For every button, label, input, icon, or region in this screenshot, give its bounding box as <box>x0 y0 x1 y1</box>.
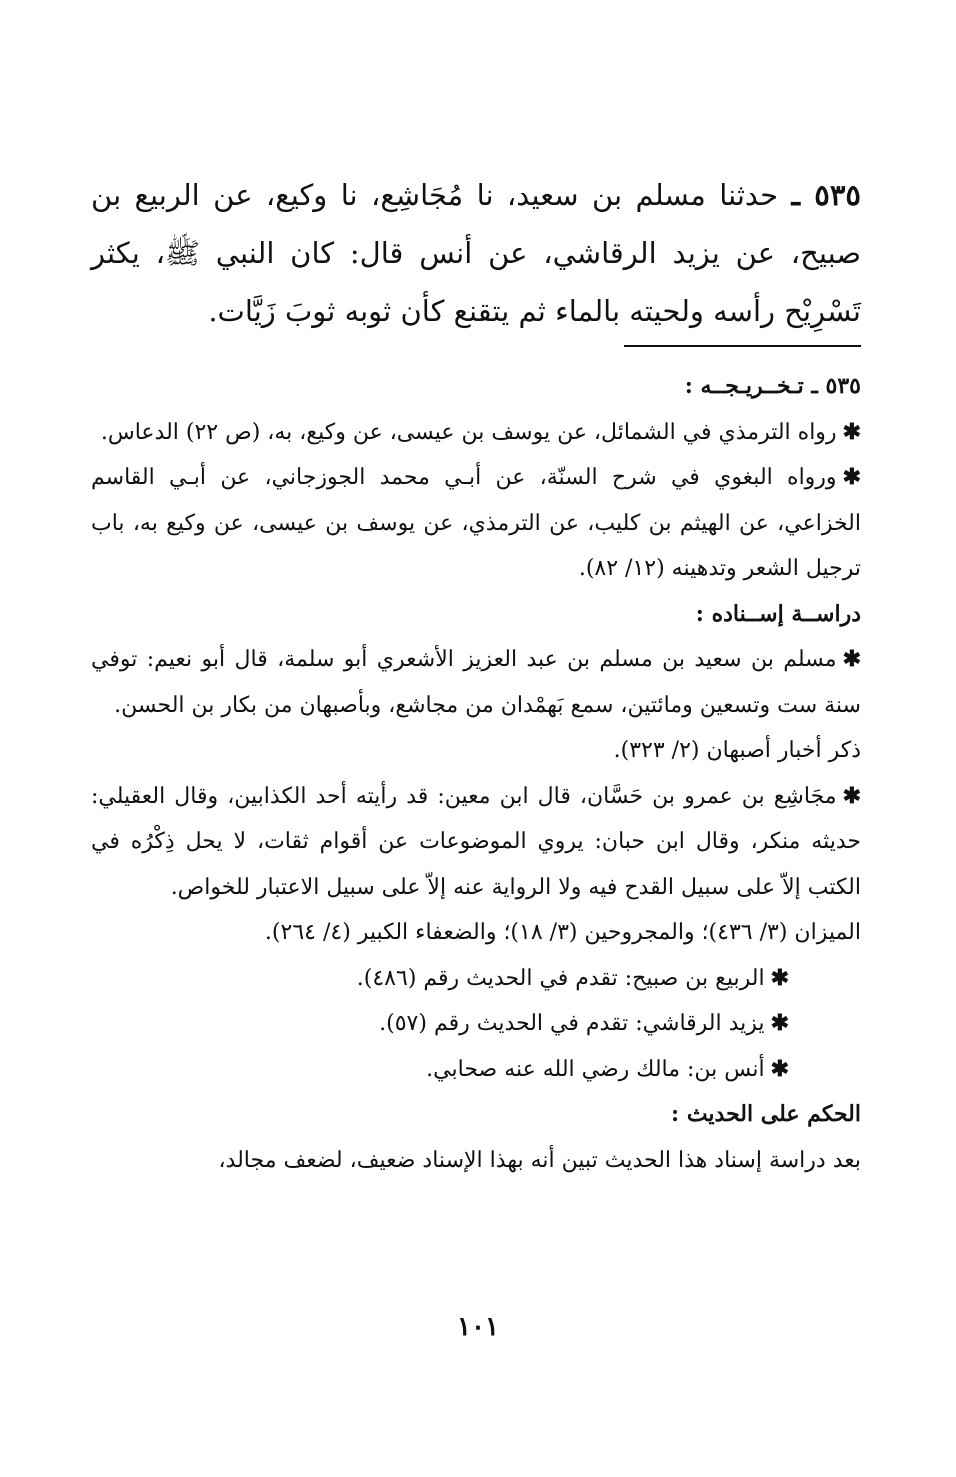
hadith-number: ٥٣٥ ـ <box>791 178 862 212</box>
narrator-reference: ذكر أخبار أصبهان (٢/ ٣٢٣). <box>613 738 861 763</box>
bullet-star-icon: ✱ <box>842 418 861 445</box>
page-number: ١٠١ <box>457 1312 499 1342</box>
bullet-star-icon: ✱ <box>770 1010 789 1036</box>
bullet-star-icon: ✱ <box>770 964 789 991</box>
hukm-heading: الحكم على الحديث : <box>671 1101 861 1127</box>
bullet-star-icon: ✱ <box>842 464 861 490</box>
hadith-body: حدثنا مسلم بن سعيد، نا مُجَاشِع، نا وكيع، عن الربيع بن صبيح، عن يزيد الرقاشي، عن أنس قال: كان النبي ﷺ، يكثر تَسْرِيْح رأسه ولحيته بالماء ثم يتقنع كأن ثوبه ثوبَ زَيَّات. <box>91 178 861 328</box>
narrator-entry: ✱يزيد الرقاشي: تقدم في الحديث رقم (٥٧). <box>379 1010 789 1036</box>
bullet-star-icon: ✱ <box>842 646 861 672</box>
narrator-entry: ✱الربيع بن صبيح: تقدم في الحديث رقم (٤٨٦). <box>356 964 789 991</box>
bullet-star-icon: ✱ <box>842 782 861 809</box>
narrator-entry: ✱مجَاشِع بن عمرو بن حَسَّان، قال ابن معين: قد رأيته أحد الكذابين، وقال العقيلي: حديثه منكر، وقال ابن حبان: يروي الموضوعات عن أقوام ثقات، لا يحل ذِكْرُه في الكتب إلاّ على سبيل القدح فيه ولا الرواية عنه إلاّ على سبيل الاعتبار للخواص. <box>91 782 861 900</box>
narrator-entry: ✱أنس بن: مالك رضي الله عنه صحابي. <box>426 1055 789 1082</box>
footnotes <box>91 364 861 1183</box>
hadith-text <box>91 166 861 340</box>
takhrij-heading: ٥٣٥ ـ تـخــريـجــه : <box>684 373 861 399</box>
takhrij-item: ✱ورواه البغوي في شرح السنّة، عن أبـي محمد الجوزجاني، عن أبـي القاسم الخزاعي، عن الهيثم بن كليب، عن الترمذي، عن يوسف بن عيسى، عن وكيع به، باب ترجيل الشعر وتدهينه (١٢/ ٨٢). <box>91 464 861 581</box>
isnad-heading: دراســة إســناده : <box>695 600 861 627</box>
footnote-separator <box>624 345 861 347</box>
narrator-reference: الميزان (٣/ ٤٣٦)؛ والمجروحين (٣/ ١٨)؛ والضعفاء الكبير (٤/ ٢٦٤). <box>264 920 861 945</box>
bullet-star-icon: ✱ <box>770 1055 789 1082</box>
narrator-entry: ✱مسلم بن سعيد بن مسلم بن عبد العزيز الأشعري أبو سلمة، قال أبو نعيم: توفي سنة ست وتسعين ومائتين، سمع بَهمْدان من مجاشع، وبأصبهان من بكار بن الحسن. <box>91 646 861 718</box>
hukm-text: بعد دراسة إسناد هذا الحديث تبين أنه بهذا الإسناد ضعيف، لضعف مجالد، <box>218 1147 861 1173</box>
takhrij-item: ✱رواه الترمذي في الشمائل، عن يوسف بن عيسى، عن وكيع، به، (ص ٢٢) الدعاس. <box>100 418 861 445</box>
